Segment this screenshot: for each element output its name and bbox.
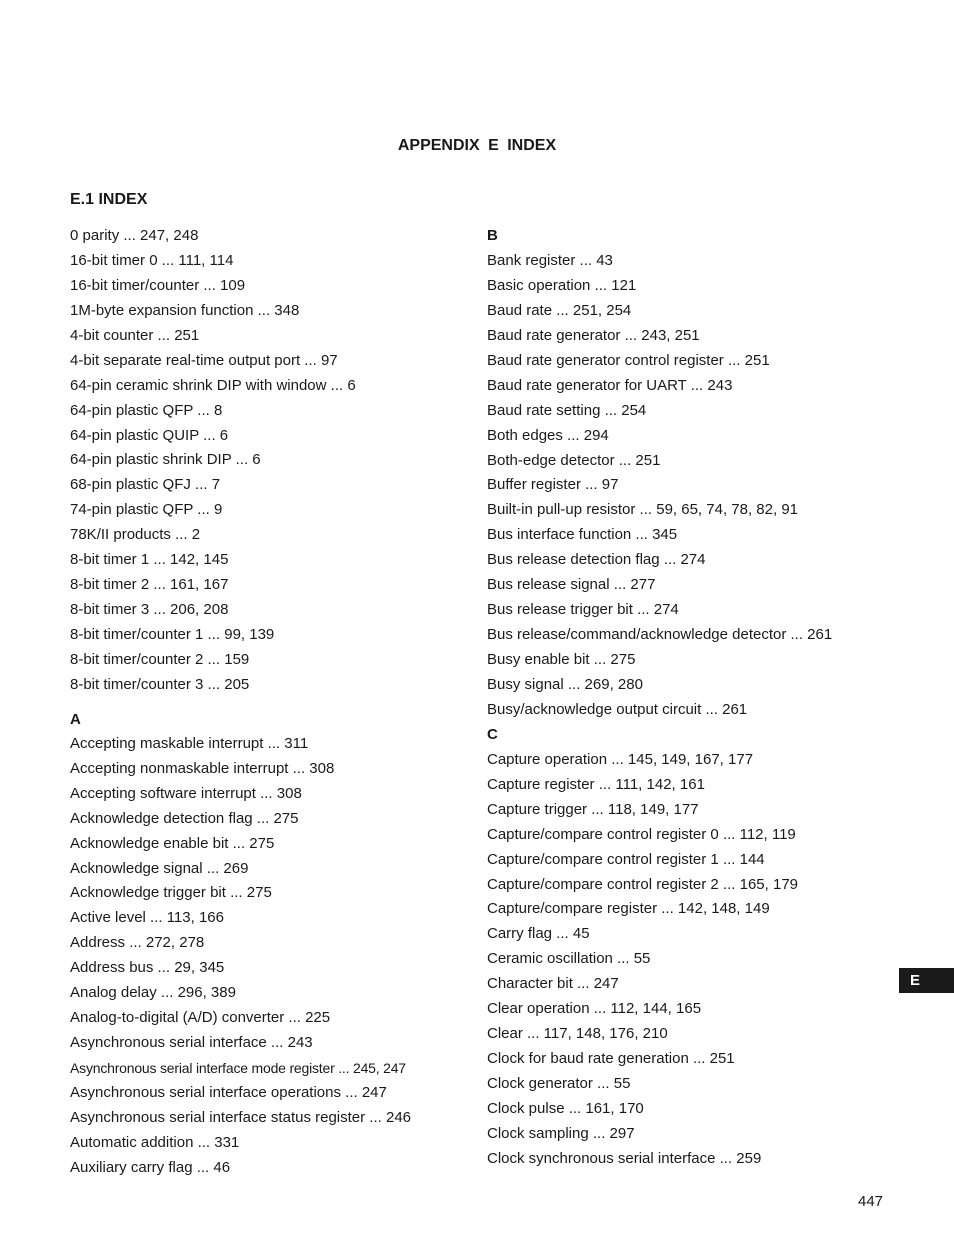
index-entry: 0 parity ... 247, 248 [70,227,199,244]
index-entry: Bank register ... 43 [487,252,613,269]
index-entry: Bus release trigger bit ... 274 [487,601,679,619]
index-entry: Basic operation ... 121 [487,276,637,294]
index-entry: 8-bit timer/counter 2 ... 159 [70,650,250,668]
index-entry: Analog-to-digital (A/D) converter ... 225 [70,1009,331,1027]
index-entry: Analog delay ... 296, 389 [70,984,236,1002]
index-entry: Baud rate generator ... 243, 251 [487,326,700,344]
index-entry: Acknowledge trigger bit ... 275 [70,884,272,902]
index-entry: Capture register ... 111, 142, 161 [487,775,705,793]
index-entry: Asynchronous serial interface operations ... 247 [70,1083,387,1101]
index-entry: Capture operation ... 145, 149, 167, 177 [487,750,754,768]
index-entry: 74-pin plastic QFP ... 9 [70,501,223,519]
index-entry: Clock sampling ... 297 [487,1124,635,1142]
index-entry: Clear operation ... 112, 144, 165 [487,1000,702,1018]
index-entry: Buffer register ... 97 [487,476,619,494]
index-entry: Clock generator ... 55 [487,1075,631,1092]
page-title: APPENDIX E INDEX [397,137,557,154]
section-heading: E.1 INDEX [70,191,148,208]
index-entry: Busy enable bit ... 275 [487,651,636,668]
index-entry: Capture/compare control register 2 ... 165, 179 [487,875,799,893]
index-entry: 8-bit timer 3 ... 206, 208 [70,601,229,619]
index-entry: 78K/II products ... 2 [70,526,201,544]
index-entry: Capture trigger ... 118, 149, 177 [487,800,699,818]
index-entry: Both edges ... 294 [487,426,609,444]
index-entry: Clock for baud rate generation ... 251 [487,1050,735,1068]
index-entry: 64-pin plastic shrink DIP ... 6 [70,451,261,469]
index-entry: Acknowledge detection flag ... 275 [70,809,299,827]
index-entry: Address bus ... 29, 345 [70,959,225,977]
index-entry: Accepting nonmaskable interrupt ... 308 [70,759,335,777]
index-entry: Both-edge detector ... 251 [487,451,661,469]
index-entry: Auxiliary carry flag ... 46 [70,1158,231,1176]
index-entry: Bus interface function ... 345 [487,526,678,544]
index-entry: Address ... 272, 278 [70,934,205,952]
page-number: 447 [858,1193,884,1210]
index-entry: Bus release signal ... 277 [487,576,656,594]
index-column-right [487,226,887,1174]
index-entry: 8-bit timer 2 ... 161, 167 [70,576,229,594]
index-entry: Busy/acknowledge output circuit ... 261 [487,700,748,718]
index-entry: 1M-byte expansion function ... 348 [70,301,300,319]
index-entry: 8-bit timer 1 ... 142, 145 [70,551,229,569]
index-entry: Bus release/command/acknowledge detector ... 261 [487,626,833,644]
index-entry: Ceramic oscillation ... 55 [487,950,651,968]
index-entry: Bus release detection flag ... 274 [487,551,706,569]
index-entry: Carry flag ... 45 [487,925,590,943]
index-entry: 64-pin plastic QFP ... 8 [70,401,223,419]
index-entry: Capture/compare register ... 142, 148, 149 [487,900,770,918]
index-entry: Clock pulse ... 161, 170 [487,1099,644,1117]
index-entry: 64-pin ceramic shrink DIP with window ... 6 [70,376,356,394]
index-entry: Automatic addition ... 331 [70,1133,240,1151]
index-entry: 4-bit separate real-time output port ... 97 [70,351,338,369]
index-letter-heading: A [70,710,81,728]
index-entry: Active level ... 113, 166 [70,909,224,927]
index-letter-heading: C [487,725,498,743]
index-column-left [70,226,475,1183]
index-entry: Clear ... 117, 148, 176, 210 [487,1025,668,1043]
index-entry: 68-pin plastic QFJ ... 7 [70,476,221,494]
index-entry: Asynchronous serial interface mode register ... 245, 247 [70,1060,406,1076]
index-entry: Baud rate generator for UART ... 243 [487,376,733,394]
index-entry: 64-pin plastic QUIP ... 6 [70,426,229,444]
index-entry: Capture/compare control register 0 ... 112, 119 [487,825,796,843]
index-letter-heading: B [487,227,498,244]
index-entry: Baud rate generator control register ... 251 [487,351,770,369]
index-entry: Baud rate ... 251, 254 [487,301,632,319]
index-entry: Clock synchronous serial interface ... 259 [487,1149,762,1167]
index-entry: 4-bit counter ... 251 [70,326,200,344]
index-entry: Acknowledge signal ... 269 [70,859,249,877]
index-entry: Baud rate setting ... 254 [487,401,647,419]
index-entry: 8-bit timer/counter 3 ... 205 [70,675,250,693]
index-entry: 16-bit timer/counter ... 109 [70,276,246,294]
index-entry: Built-in pull-up resistor ... 59, 65, 74, 78, 82, 91 [487,501,799,519]
index-entry: Busy signal ... 269, 280 [487,675,643,693]
index-entry: Asynchronous serial interface status register ... 246 [70,1108,412,1126]
index-entry: 16-bit timer 0 ... 111, 114 [70,251,234,269]
index-entry: Acknowledge enable bit ... 275 [70,834,275,852]
index-entry: Asynchronous serial interface ... 243 [70,1034,313,1052]
index-entry: Capture/compare control register 1 ... 144 [487,850,765,868]
index-entry: Character bit ... 247 [487,975,619,993]
index-entry: Accepting software interrupt ... 308 [70,784,302,802]
index-entry: 8-bit timer/counter 1 ... 99, 139 [70,626,275,643]
appendix-thumb-tab: E [899,968,954,993]
index-entry: Accepting maskable interrupt ... 311 [70,734,309,752]
